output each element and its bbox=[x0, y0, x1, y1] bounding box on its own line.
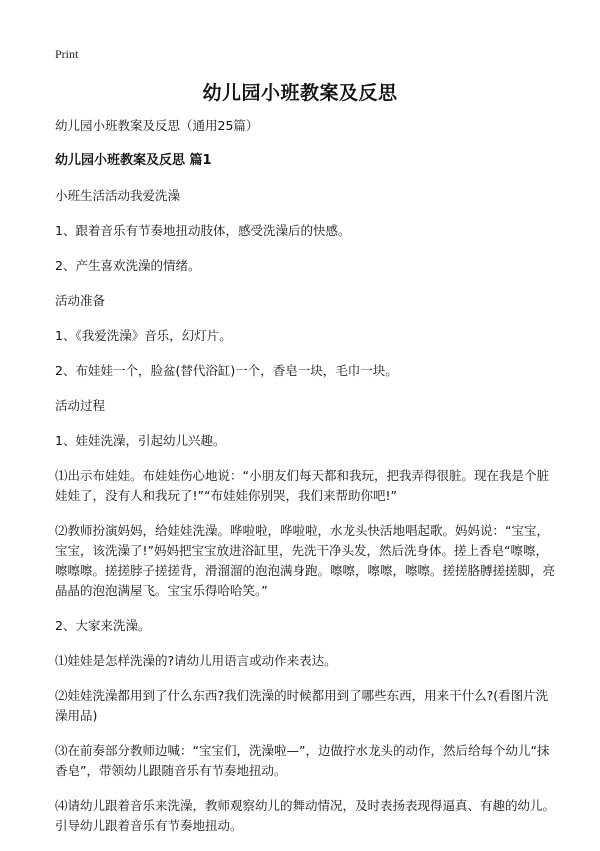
process-paragraph: ⑷请幼儿跟着音乐来洗澡，教师观察幼儿的舞动情况，及时表扬表现得逼真、有趣的幼儿。引导幼儿跟着音乐有节奏地扭动。 bbox=[55, 798, 556, 833]
page-title: 幼儿园小班教案及反思 bbox=[202, 82, 398, 104]
process-paragraph: ⑶在前奏部分教师边喊：“宝宝们，洗澡啦—”，边做拧水龙头的动作，然后给每个幼儿“抹香皂”，带领幼儿跟随音乐有节奏地扭动。 bbox=[55, 743, 550, 778]
process-paragraph: ⑴娃娃是怎样洗澡的?请幼儿用语言或动作来表达。 bbox=[55, 653, 337, 668]
process-step: 1、娃娃洗澡，引起幼儿兴趣。 bbox=[55, 433, 226, 448]
subheading-process: 活动过程 bbox=[55, 398, 106, 413]
section-heading: 幼儿园小班教案及反思 篇1 bbox=[55, 153, 212, 168]
subheading-preparation: 活动准备 bbox=[55, 293, 106, 308]
process-step: 2、大家来洗澡。 bbox=[55, 618, 151, 633]
goal-item: 2、产生喜欢洗澡的情绪。 bbox=[55, 258, 201, 273]
activity-title: 小班生活活动我爱洗澡 bbox=[55, 188, 181, 203]
process-paragraph: ⑵娃娃洗澡都用到了什么东西?我们洗澡的时候都用到了哪些东西，用来干什么?(看图片洗澡用品) bbox=[55, 688, 549, 723]
document-body bbox=[55, 116, 555, 851]
print-label: Print bbox=[55, 47, 79, 61]
subtitle: 幼儿园小班教案及反思（通用25篇） bbox=[55, 118, 259, 133]
process-paragraph: ⑴出示布娃娃。布娃娃伤心地说：“小朋友们每天都和我玩，把我弄得很脏。现在我是个脏娃娃了，没有人和我玩了!”“布娃娃你别哭，我们来帮助你吧!” bbox=[55, 468, 549, 503]
preparation-item: 1、《我爱洗澡》音乐，幻灯片。 bbox=[55, 328, 232, 343]
process-paragraph: ⑵教师扮演妈妈，给娃娃洗澡。哗啦啦，哗啦啦，水龙头快活地唱起歌。妈妈说：“宝宝，宝宝，该洗澡了!”妈妈把宝宝放进浴缸里，先洗干净头发，然后洗身体。搓上香皂“嚓嚓，嚓嚓嚓。搓搓脖子搓搓背，滑溜溜的泡泡满身跑。嚓嚓，嚓嚓，嚓嚓。搓搓胳膊搓搓脚，亮晶晶的泡泡满屋飞。宝宝乐得哈哈笑。” bbox=[55, 523, 556, 598]
preparation-item: 2、布娃娃一个，脸盆(替代浴缸)一个，香皂一块，毛巾一块。 bbox=[55, 363, 398, 378]
goal-item: 1、跟着音乐有节奏地扭动肢体，感受洗澡后的快感。 bbox=[55, 223, 351, 238]
